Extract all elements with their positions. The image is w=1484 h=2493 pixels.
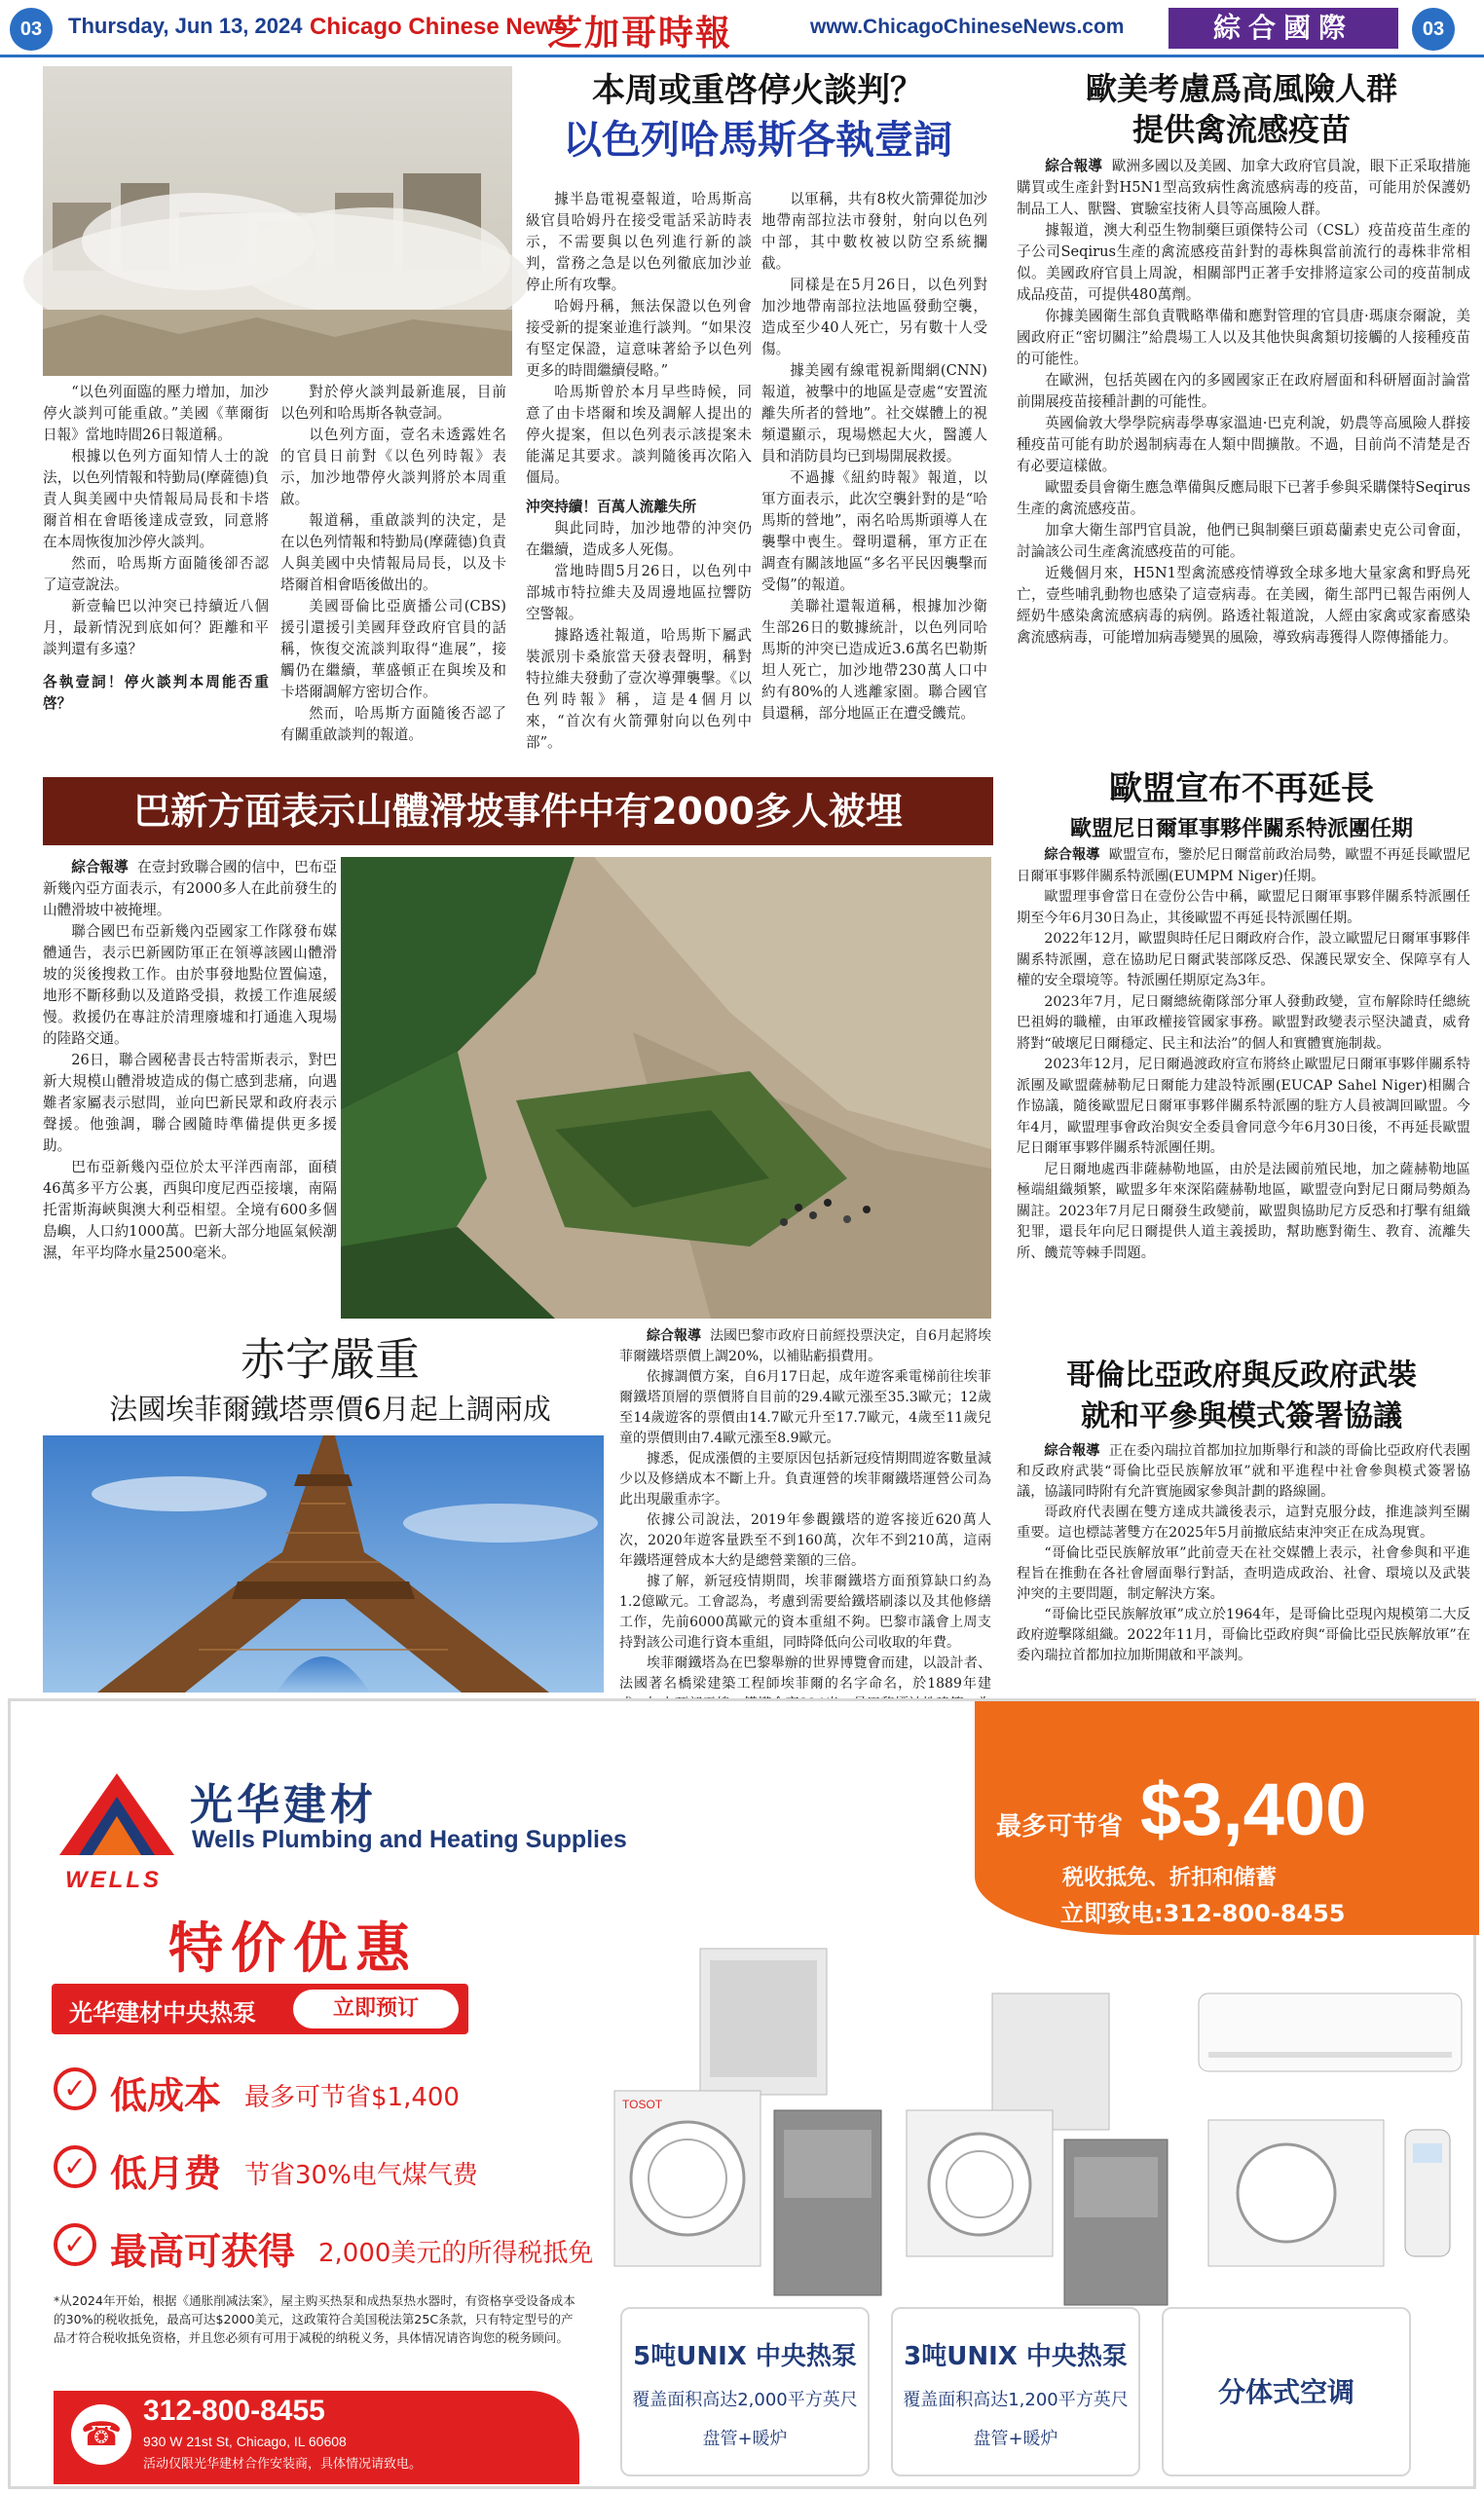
paragraph-text: 在壹封致聯合國的信中，巴布亞新幾內亞方面表示，有2000多人在此前發生的山體滑坡中被掩埋。	[43, 859, 337, 918]
product-name: 3吨UNIX 中央热泵	[904, 2342, 1128, 2371]
article3-headline-banner: 巴新方面表示山體滑坡事件中有2000多人被埋	[43, 777, 993, 845]
article1-col4	[761, 189, 987, 762]
article2-headline-line1: 歐美考慮爲高風險人群	[1085, 70, 1397, 107]
article1-col2	[280, 382, 506, 762]
check-icon: ✓	[54, 2145, 96, 2188]
eiffel-tower-photo	[43, 1435, 604, 1693]
savings-subtitle: 税收抵免、折扣和储蓄	[1062, 1866, 1278, 1890]
paragraph: 對於停火談判最新進展，目前以色列和哈馬斯各執壹詞。	[280, 384, 506, 422]
paragraph: 以軍稱，共有8枚火箭彈從加沙地帶南部拉法市發射，射向以色列中部，其中數枚被以防空系統攔截。	[761, 191, 987, 272]
page-header	[0, 0, 1484, 56]
benefit-desc: 节省30%电气煤气费	[244, 2161, 478, 2190]
subhead: 沖突持續！百萬人流離失所	[526, 499, 697, 515]
paragraph-text: 歐洲多國以及美國、加拿大政府官員說，眼下正采取措施購買或生產針對H5N1型高致病性禽流感病毒的疫苗，可能用於保護奶制品工人、獸醫、實驗室技術人員等高風險人群。	[1017, 158, 1470, 217]
brand-label: TOSOT	[622, 2098, 663, 2111]
paragraph: 歐盟委員會衛生應急準備與反應局眼下已著手參與采購傑特Seqirus生產的禽流感疫苗。	[1017, 479, 1470, 517]
issue-date: Thursday, Jun 13, 2024	[68, 14, 303, 38]
paragraph: 依據調價方案，自6月17日起，成年遊客乘電梯前往埃菲爾鐵塔頂層的票價將自目前的29.4歐元漲至35.3歐元；12歲至14歲遊客的票價由14.7歐元升至17.7歐元，4歲至11歲兒童的票價則由7.4歐元漲至8.9歐元。	[619, 1369, 991, 1446]
article4-headline	[43, 1330, 617, 1430]
benefit-desc: 最多可节省$1,400	[244, 2083, 460, 2112]
paragraph-text: 法國巴黎市政府日前經投票決定，自6月起將埃菲爾鐵塔票價上調20%，以補貼虧損費用。	[619, 1328, 992, 1364]
article1-headline-line2: 以色列哈馬斯各執壹詞	[563, 118, 952, 163]
benefit-title: 低月费	[110, 2152, 222, 2195]
check-icon: ✓	[54, 2223, 96, 2266]
benefit-item	[54, 2217, 599, 2276]
paragraph: 哈馬斯曾於本月早些時候，同意了由卡塔爾和埃及調解人提出的停火提案，但以色列表示該提案未能滿足其要求。談判隨後再次陷入僵局。	[526, 384, 752, 486]
phone-icon: ☎	[71, 2404, 131, 2465]
call-line[interactable]: 立即致电:312-800-8455	[1060, 1900, 1346, 1927]
paragraph: 以色列方面，壹名未透露姓名的官員日前對《以色列時報》表示，加沙地帶停火談判將於本周重啟。	[280, 427, 506, 507]
article5-headline-line1: 歐盟宣布不再延長	[1109, 769, 1374, 808]
paragraph: 加拿大衛生部門官員說，他們已與制藥巨頭葛蘭素史克公司會面，討論該公司生產禽流感疫苗的可能。	[1017, 522, 1470, 560]
product-coverage: 覆盖面积高达1,200平方英尺	[903, 2390, 1129, 2410]
paragraph	[1017, 1441, 1470, 1503]
paragraph	[619, 1326, 991, 1367]
paragraph: 你據美國衛生部負責戰略準備和應對管理的官員唐·瑪康奈爾說，美國政府正“密切關注”給農場工人以及其他快與禽類切接觸的人接種疫苗的可能性。	[1017, 308, 1470, 367]
article6-body	[1017, 1441, 1470, 1693]
paragraph: 新壹輪巴以沖突已持續近八個月，最新情況到底如何？距離和平談判還有多遠？	[43, 598, 269, 657]
paragraph-text: 歐盟宣布，鑒於尼日爾當前政治局勢，歐盟不再延長歐盟尼日爾軍事夥伴關系特派團(EUMPM Niger)任期。	[1017, 847, 1470, 884]
paragraph: 26日，聯合國秘書長古特雷斯表示，對巴新大規模山體滑坡造成的傷亡感到悲痛，向遇難者家屬表示慰問，並向巴新民眾和政府表示聲援。他強調，聯合國隨時準備提供更多援助。	[43, 1052, 337, 1154]
gaza-ruins-photo	[43, 66, 512, 376]
tax-credit-footnote: *从2024年开始，根据《通胀削减法案》，屋主购买热泵和成热泵热水器时，有资格享受设备成本的30%的税收抵免，最高可达$2000美元，这政策符合美国税法第25C条款，只有特定型号的产品才符合税收抵免资格，并且您必须有可用于减税的纳税义务，具体情况请咨询您的税务顾问。	[54, 2293, 575, 2345]
benefit-desc: 2,000美元的所得税抵免	[318, 2239, 594, 2268]
address-note: 活动仅限光华建材合作安装商，具体情况请致电。	[143, 2457, 423, 2472]
paragraph: 哥政府代表團在雙方達成共識後表示，這對克服分歧，推進談判至關重要。這也標誌著雙方在2025年5月前撤底結束沖突正在成為現實。	[1017, 1505, 1470, 1541]
paragraph: 據美國有線電視新聞網(CNN)報道，被擊中的地區是壹處“安置流離失所者的營地”。社交媒體上的視頻還顯示，現場燃起大火，醫護人員和消防員均已到場開展救援。	[761, 362, 987, 465]
paragraph: 據路透社報道，哈馬斯下屬武裝派別卡桑旅當天發表聲明，稱對特拉維夫發動了壹次導彈襲擊。《以色列時報》稱，這是4個月以來，“首次有火箭彈射向以色列中部”。	[526, 627, 752, 751]
product-image-5-ton	[603, 1945, 895, 2315]
paragraph: “以色列面臨的壓力增加，加沙停火談判可能重啟。”美國《華爾街日報》當地時間26日報道稱。	[43, 384, 269, 443]
product-extra: 盘管+暖炉	[973, 2429, 1058, 2449]
paragraph: 根據以色列方面知情人士的說法，以色列情報和特勤局(摩薩德)負責人與美國中央情報局局長和卡塔爾首相在會晤後達成壹致，同意將在本周恢復加沙停火談判。	[43, 448, 269, 550]
paragraph: 2022年12月，歐盟與時任尼日爾政府合作，設立歐盟尼日爾軍事夥伴關系特派團，意在協助尼日爾武裝部隊反恐、保護民眾安全、保障享有人權的安全環境等。特派團任期原定為3年。	[1017, 931, 1470, 988]
paragraph: 聯合國巴布亞新幾內亞國家工作隊發布媒體通告，表示巴新國防軍正在領導該國山體滑坡的災後搜救工作。由於事發地點位置偏遠，地形不斷移動以及道路受損，救援工作進展緩慢。救援仍在專註於清理廢墟和打通進入現場的陸路交通。	[43, 923, 337, 1047]
benefit-title: 低成本	[110, 2074, 222, 2117]
paragraph: 歐盟理事會當日在壹份公告中稱，歐盟尼日爾軍事夥伴關系特派團任期至今年6月30日為止，其後歐盟不再延長特派團任期。	[1017, 889, 1470, 926]
paragraph: 據半島電視臺報道，哈馬斯高級官員哈姆丹在接受電話采訪時表示，不需要與以色列進行新的談判，當務之急是以色列徹底加沙並停止所有攻擊。	[526, 191, 752, 293]
product-name: 5吨UNIX 中央热泵	[633, 2342, 857, 2371]
article5-headline-line2: 歐盟尼日爾軍事夥伴關系特派團任期	[1069, 816, 1413, 841]
paragraph: 據了解，新冠疫情期間，埃菲爾鐵塔方面預算缺口約為1.2億歐元。工會認為，考慮到需要給鐵塔刷漆以及其他修繕工作，先前6000萬歐元的資本重組不夠。巴黎市議會上周支持對該公司進行資本重組，同時降低向公司收取的年費。	[619, 1574, 991, 1651]
savings-amount: $3,400	[1140, 1768, 1367, 1851]
paragraph: 埃菲爾鐵塔為在巴黎舉辦的世界博覽會而建，以設計者、法國著名橋梁建築工程師埃菲爾的名字命名，於1889年建	[619, 1656, 991, 1692]
brand-name: Chicago Chinese News	[310, 14, 568, 40]
header-rule	[0, 55, 1484, 57]
article1-headline-line1: 本周或重啓停火談判？	[592, 71, 923, 110]
company-name-en: Wells Plumbing and Heating Supplies	[192, 1826, 627, 1853]
product-image-split-ac	[1189, 1984, 1471, 2315]
page-number-right: 03	[1412, 8, 1455, 51]
article6-headline-line2: 就和平參與模式簽署協議	[1081, 1399, 1402, 1433]
store-address: 930 W 21st St, Chicago, IL 60608	[143, 2434, 347, 2449]
savings-label: 最多可节省	[996, 1812, 1124, 1842]
paragraph: “哥倫比亞民族解放軍”成立於1964年，是哥倫比亞現內規模第二大反政府遊擊隊組織。2022年11月，哥倫比亞政府與“哥倫比亞民族解放軍”在委內瑞拉首都加拉加斯開啟和平談判。	[1017, 1607, 1470, 1663]
paragraph: 巴布亞新幾內亞位於太平洋西南部，面積46萬多平方公裏，西與印度尼西亞接壤，南隔托雷斯海峽與澳大利亞相望。全境有600多個島嶼，人口約1000萬。巴新大部分地區氣候潮濕，年平均降水量2500毫米。	[43, 1159, 337, 1261]
product-bar-label: 光华建材中央热泵	[69, 1999, 256, 2027]
phone-number[interactable]: 312-800-8455	[143, 2395, 325, 2427]
paragraph: 美國哥倫比亞廣播公司(CBS)援引還援引美國拜登政府官員的話稱，恢復交流談判取得“進展”，接觸仍在繼續，華盛頓正在與埃及和卡塔爾調解方密切合作。	[280, 598, 506, 700]
book-now-button[interactable]: 立即预订	[293, 1990, 459, 2028]
product-card-split-ac[interactable]	[1162, 2307, 1411, 2476]
paragraph: 2023年7月，尼日爾總統衛隊部分軍人發動政變，宣布解除時任總統巴祖姆的職權，由軍政權接管國家事務。歐盟對政變表示堅決譴責，威脅將對“破壞尼日爾穩定、民主和法治”的個人和實體實施制裁。	[1017, 993, 1470, 1052]
website-link[interactable]: www.ChicagoChineseNews.com	[810, 16, 1125, 38]
benefit-item	[54, 2062, 599, 2120]
product-name: 分体式空调	[1217, 2376, 1354, 2408]
check-icon: ✓	[54, 2067, 96, 2110]
benefit-title: 最高可获得	[110, 2230, 296, 2273]
article6-headline	[1013, 1356, 1470, 1437]
paragraph: 依據公司說法，2019年參觀鐵塔的遊客接近620萬人次，2020年遊客量跌至不到160萬，次年不到210萬，這兩年鐵塔運營成本大約是總營業額的三倍。	[619, 1512, 991, 1569]
paragraph: 然而，哈馬斯方面隨後卻否認了這壹說法。	[43, 555, 269, 593]
article4-headline-line2: 法國埃菲爾鐵塔票價6月起上調兩成	[109, 1393, 551, 1426]
lead-tag: 綜合報導	[1044, 847, 1100, 863]
article2-headline	[1013, 68, 1470, 150]
wells-logo	[54, 1769, 180, 1867]
subhead: 各執壹詞！停火談判本周能否重啓？	[43, 674, 269, 712]
article5-body	[1017, 845, 1470, 1342]
article2-headline-line2: 提供禽流感疫苗	[1132, 111, 1351, 148]
paragraph: 據報道，澳大利亞生物制藥巨頭傑特公司（CSL）疫苗疫苗生產的子公司Seqirus生產的禽流感疫苗針對的毒株與當前流行的毒株非常相似。美國政府官員上周說，相關部門正著手安排將這家公司的疫苗制成成品疫苗，可提供480萬劑。	[1017, 222, 1470, 303]
article1-headline	[526, 68, 989, 167]
company-name-cn: 光华建材	[190, 1780, 377, 1830]
paragraph-text: 正在委內瑞拉首都加拉加斯舉行和談的哥倫比亞政府代表團和反政府武裝“哥倫比亞民族解放軍”就和平進程中社會參與模式簽署協議，協議同時附有允許實施國家參與計劃的路線圖。	[1017, 1443, 1470, 1500]
paragraph: 據悉，促成漲價的主要原因包括新冠疫情期間遊客數量減少以及修繕成本不斷上升。負責運營的埃菲爾鐵塔運營公司為此出現嚴重赤字。	[619, 1451, 991, 1507]
paragraph: 同樣是在5月26日，以色列對加沙地帶南部拉法地區發動空襲，造成至少40人死亡，另有數十人受傷。	[761, 277, 987, 357]
brand-name-chinese: 芝加哥時報	[547, 14, 733, 54]
paragraph	[1017, 845, 1470, 887]
paragraph: 美聯社還報道稱，根據加沙衛生部26日的數據統計，以色列同哈馬斯的沖突已造成近3.6萬名巴勒斯坦人死亡，加沙地帶230萬人口中約有80%的人逃離家園。聯合國官員還稱，部分地區正在遭受饑荒。	[761, 598, 987, 722]
section-label: 綜合國際	[1169, 8, 1398, 49]
article4-body	[619, 1326, 991, 1693]
product-card-5-ton[interactable]	[620, 2307, 870, 2476]
product-card-3-ton[interactable]	[891, 2307, 1140, 2476]
paragraph: 哈姆丹稱，無法保證以色列會接受新的提案並進行談判。“如果沒有堅定保證，這意味著給予以色列更多的時間繼續侵略。”	[526, 298, 752, 379]
paragraph: 2023年12月，尼日爾過渡政府宣布將終止歐盟尼日爾軍事夥伴關系特派團及歐盟薩赫勒尼日爾能力建設特派團(EUCAP Sahel Niger)相關合作協議，隨後歐盟尼日爾軍事夥伴關系特派團的駐方人員被調回歐盟。今年4月，歐盟理事會政治與安全委員會同意今年6月30日後，不再延長歐盟尼日爾軍事夥伴關系特派團任期。	[1017, 1057, 1470, 1156]
article3-body	[43, 857, 337, 1315]
lead-tag: 綜合報導	[71, 859, 129, 875]
paragraph: 當地時間5月26日，以色列中部城市特拉維夫及周邊地區拉響防空警報。	[526, 563, 752, 622]
lead-tag: 綜合報導	[647, 1328, 702, 1344]
product-image-3-ton	[899, 1993, 1181, 2315]
paragraph: 在歐洲，包括英國在內的多國國家正在政府層面和科研層面討論當前開展疫苗接種計劃的可能性。	[1017, 372, 1470, 410]
paragraph: 與此同時，加沙地帶的沖突仍在繼續，造成多人死傷。	[526, 520, 752, 558]
paragraph: 英國倫敦大學學院病毒學專家溫迪·巴克利說，奶農等高風險人群接種疫苗可能有助於遏制病毒在人類中間擴散。不過，目前尚不清楚是否有必要這樣做。	[1017, 415, 1470, 474]
product-coverage: 覆盖面积高达2,000平方英尺	[632, 2390, 858, 2410]
page-number-left: 03	[10, 8, 53, 51]
wells-logo-text: WELLS	[65, 1867, 162, 1893]
paragraph	[1017, 156, 1470, 220]
lead-tag: 綜合報導	[1044, 1443, 1100, 1459]
paragraph: “哥倫比亞民族解放軍”此前壹天在社交媒體上表示，社會參與和平進程旨在推動在各社會層面舉行對話，查明造成政治、社會、環境以及武裝沖突的主要問題，制定解決方案。	[1017, 1545, 1470, 1602]
paragraph: 近幾個月來，H5N1型禽流感疫情導致全球多地大量家禽和野鳥死亡，壹些哺乳動物也感染了這壹病毒。在美國，衛生部門已報告兩例人經奶牛感染禽流感病毒的病例。路透社報道說，人經由家禽或家畜感染禽流感病毒，可能增加病毒變異的風險，導致病毒獲得人際傳播能力。	[1017, 565, 1470, 646]
article6-headline-line1: 哥倫比亞政府與反政府武裝	[1066, 1358, 1417, 1393]
article4-headline-line1: 赤字嚴重	[241, 1333, 420, 1386]
paragraph	[43, 857, 337, 921]
product-extra: 盘管+暖炉	[702, 2429, 788, 2449]
paragraph: 不過據《紐約時報》報道，以軍方面表示，此次空襲針對的是“哈馬斯的營地”，兩名哈馬斯頭導人在襲擊中喪生。聲明還稱，軍方正在調查有關該地區“多名平民因襲擊而受傷”的報道。	[761, 469, 987, 593]
lead-tag: 綜合報導	[1045, 158, 1103, 174]
article2-body	[1017, 156, 1470, 721]
landslide-photo	[341, 857, 991, 1319]
paragraph: 尼日爾地處西非薩赫勒地區，由於是法國前殖民地，加之薩赫勒地區極端組織頻繁，歐盟多年來深陷薩赫勒地區，歐盟壹向對尼日爾局勢頗為關註。2023年7月尼日爾發生政變前，歐盟與協助尼方反恐和打擊有組織犯罪，還長年向尼日爾提供人道主義援助，幫助應對衛生、教育、流離失所、饑荒等棘手問題。	[1017, 1161, 1470, 1261]
article1-col1	[43, 382, 269, 762]
paragraph: 然而，哈馬斯方面隨後否認了有關重啟談判的報道。	[280, 705, 506, 743]
paragraph: 報道稱，重啟談判的決定，是在以色列情報和特勤局(摩薩德)負責人與美國中央情報局局長，以及卡塔爾首相會晤後做出的。	[280, 512, 506, 593]
wells-advertisement[interactable]	[8, 1698, 1476, 2489]
benefit-item	[54, 2140, 599, 2198]
special-offer-title: 特价优惠	[168, 1917, 418, 1981]
article1-col3	[526, 189, 752, 762]
article5-headline	[1013, 765, 1470, 845]
